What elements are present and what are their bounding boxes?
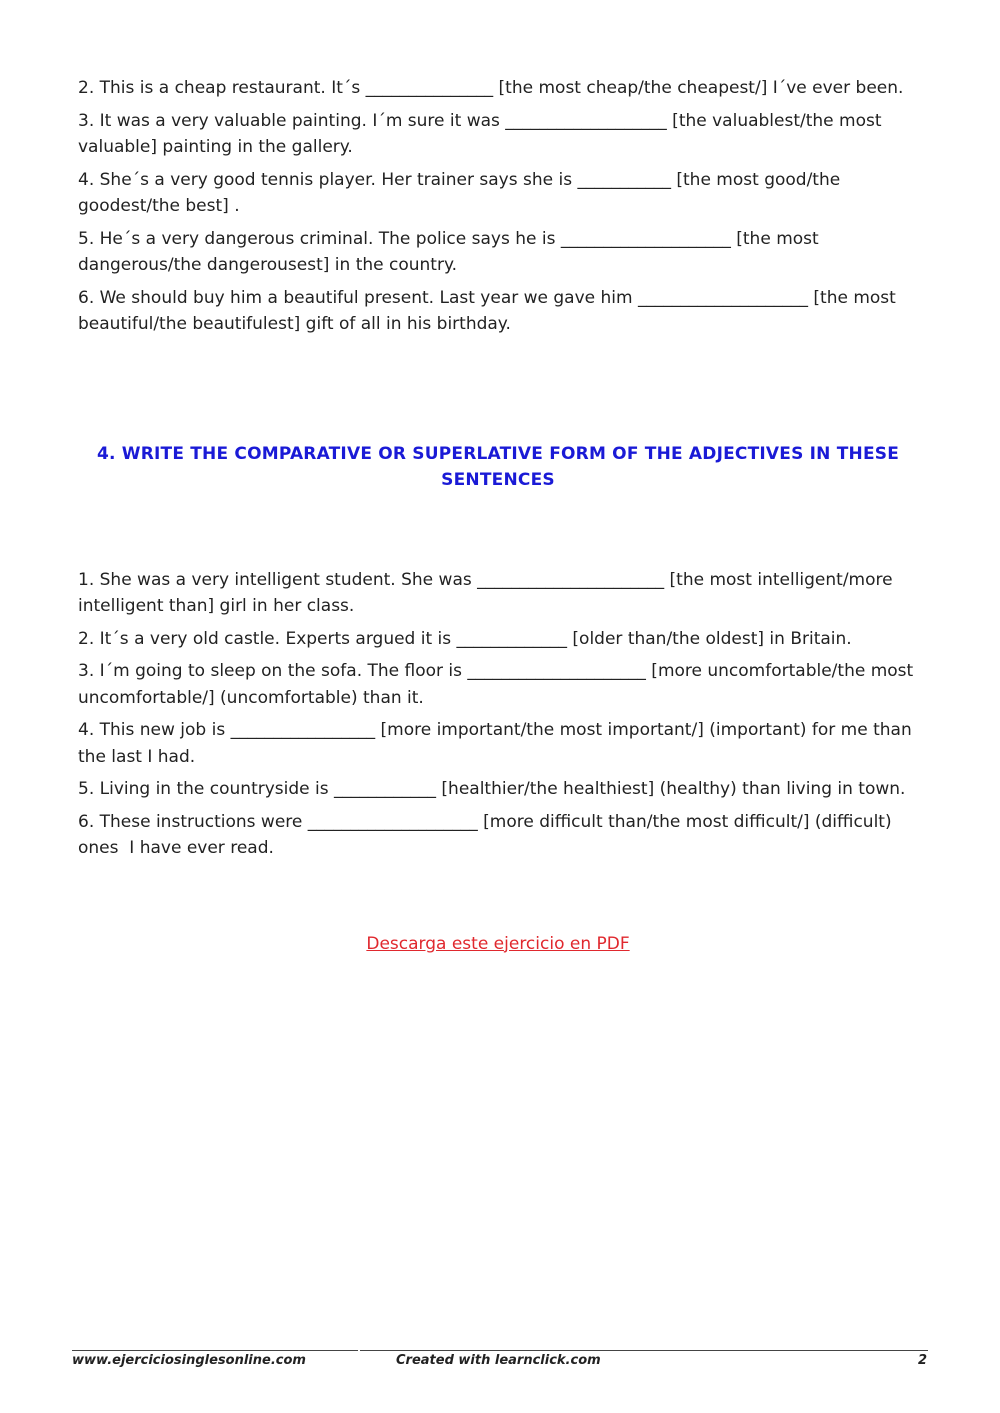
exercise3-item-3: 3. It was a very valuable painting. I´m sure it was ___________________ [the valuablest/the most valuable] painting in the gallery. — [78, 110, 887, 157]
download-pdf-link[interactable]: Descarga este ejercicio en PDF — [366, 933, 630, 954]
footer-credit: Created with learnclick.com — [396, 1353, 601, 1368]
exercise4-item-2: 2. It´s a very old castle. Experts argued it is _____________ [older than/the oldest] in Britain. — [78, 628, 852, 649]
exercise4-item-5: 5. Living in the countryside is ____________ [healthier/the healthiest] (healthy) than living in town. — [78, 779, 906, 799]
exercise3-item-2: 2. This is a cheap restaurant. It´s _______________ [the most cheap/the cheapest/] I´ve ever been. — [78, 78, 904, 98]
section4-title: 4. WRITE THE COMPARATIVE OR SUPERLATIVE FORM OF THE ADJECTIVES IN THESE SENTENCES — [96, 443, 900, 490]
exercise4-item-4: 4. This new job is _________________ [more important/the most important/] (important) for me than the last I had. — [78, 720, 918, 767]
exercise3-item-6: 6. We should buy him a beautiful present. Last year we gave him ____________________ [the most beautiful/the beautifulest] gift of all in his birthday. — [78, 287, 902, 334]
download-link-container — [78, 934, 918, 954]
exercise4-item-6: 6. These instructions were ____________________ [more difficult than/the most difficult/] (difficult) ones I have ever read. — [78, 811, 897, 858]
exercise3-item-4: 4. She´s a very good tennis player. Her trainer says she is ___________ [the most good/the goodest/the best] . — [78, 169, 846, 216]
worksheet-content — [78, 75, 918, 954]
exercise4-item-3: 3. I´m going to sleep on the sofa. The floor is _____________________ [more uncomfortable/the most uncomfortable/] (uncomfortable) than it. — [78, 661, 919, 708]
exercise3-item-5: 5. He´s a very dangerous criminal. The police says he is ____________________ [the most dangerous/the dangerousest] in the country. — [78, 228, 825, 275]
footer-page-number: 2 — [918, 1353, 928, 1368]
footer-divider-left — [72, 1350, 358, 1351]
footer-divider-right — [360, 1350, 928, 1351]
footer-website: www.ejerciciosinglesonline.com — [72, 1353, 306, 1368]
exercise4-item-1: 1. She was a very intelligent student. She was ______________________ [the most intelligent/more intelligent than] girl in her class. — [78, 569, 898, 616]
